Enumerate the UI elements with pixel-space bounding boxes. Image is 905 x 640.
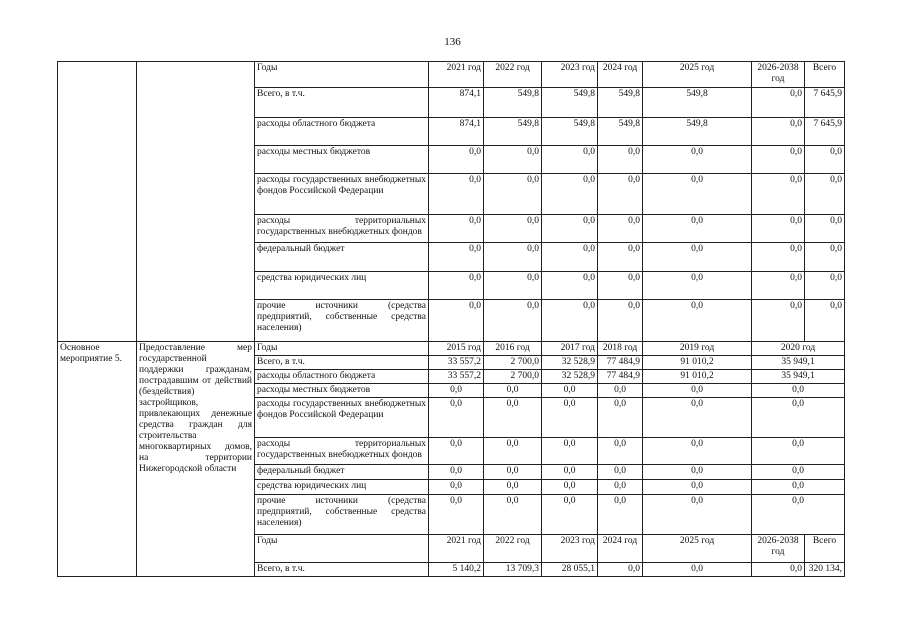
cell: 0,0 (752, 146, 805, 174)
cell: 0,0 (643, 384, 752, 398)
year-header: 2015 год (429, 342, 484, 356)
cell: 13 709,3 (484, 563, 542, 577)
cell: 549,8 (542, 88, 598, 118)
cell: 0,0 (752, 243, 805, 272)
cell: 0,0 (429, 398, 484, 438)
cell: 0,0 (429, 174, 484, 215)
cell: 549,8 (643, 118, 752, 146)
row-label: расходы государственных внебюджетных фондов Российской Федерации (255, 174, 429, 215)
row-label: расходы территориальных государственных внебюджетных фондов (255, 215, 429, 243)
header-row (58, 342, 845, 356)
cell: 0,0 (752, 118, 805, 146)
row-label: Годы (255, 62, 429, 88)
cell: 0,0 (598, 215, 643, 243)
cell: 0,0 (598, 243, 643, 272)
row-label: Годы (255, 342, 429, 356)
cell: 0,0 (805, 174, 845, 215)
cell: 0,0 (643, 174, 752, 215)
measure-description: Предоставление мер государственной поддержки гражданам, пострадавшим от действий (бездействия) застройщиков, привлекающих денежные средства граждан для строительства многоквартирных домов, на территории Нижегородской области (137, 342, 255, 577)
cell: 549,8 (598, 88, 643, 118)
header-row (58, 62, 845, 88)
cell: 0,0 (429, 384, 484, 398)
cell: 0,0 (542, 465, 598, 480)
cell: 77 484,9 (598, 370, 643, 384)
row-label: расходы территориальных государственных внебюджетных фондов (255, 438, 429, 465)
row-label: федеральный бюджет (255, 243, 429, 272)
cell: 0,0 (429, 243, 484, 272)
cell: 0,0 (542, 215, 598, 243)
cell: 549,8 (598, 118, 643, 146)
measure-number: Основное мероприятие 5. (58, 342, 137, 577)
cell: 0,0 (542, 438, 598, 465)
row-label: Всего, в т.ч. (255, 563, 429, 577)
cell: 0,0 (542, 243, 598, 272)
cell: 0,0 (752, 563, 805, 577)
row-label: Годы (255, 535, 429, 563)
cell: 0,0 (429, 146, 484, 174)
cell: 0,0 (484, 215, 542, 243)
cell: 0,0 (752, 88, 805, 118)
cell: 0,0 (752, 174, 805, 215)
cell: 0,0 (484, 398, 542, 438)
cell: 0,0 (598, 465, 643, 480)
row-label: средства юридических лиц (255, 272, 429, 300)
row-label: прочие источники (средства предприятий, собственные средства населения) (255, 300, 429, 342)
cell: 0,0 (484, 495, 542, 535)
cell: 0,0 (643, 215, 752, 243)
cell: 0,0 (752, 215, 805, 243)
total-header: Всего (805, 62, 845, 88)
year-header: 2023 год (542, 62, 598, 88)
cell: 0,0 (429, 495, 484, 535)
row-label: расходы местных бюджетов (255, 384, 429, 398)
year-header: 2019 год (643, 342, 752, 356)
year-header: 2026-2038 год (752, 62, 805, 88)
year-header: 2016 год (484, 342, 542, 356)
cell: 0,0 (429, 215, 484, 243)
cell: 0,0 (484, 480, 542, 495)
cell: 2 700,0 (484, 356, 542, 370)
year-header: 2024 год (598, 535, 643, 563)
cell: 35 949,1 (752, 356, 845, 370)
cell: 549,8 (643, 88, 752, 118)
cell: 0,0 (429, 272, 484, 300)
cell: 0,0 (598, 174, 643, 215)
total-header: Всего (805, 535, 845, 563)
cell: 91 010,2 (643, 370, 752, 384)
page-number: 136 (444, 36, 461, 48)
cell: 0,0 (542, 146, 598, 174)
cell: 0,0 (752, 272, 805, 300)
cell: 0,0 (805, 215, 845, 243)
year-header: 2025 год (643, 62, 752, 88)
cell: 0,0 (484, 300, 542, 342)
cell: 0,0 (643, 480, 752, 495)
cell: 549,8 (484, 88, 542, 118)
row-label: расходы областного бюджета (255, 118, 429, 146)
cell: 549,8 (542, 118, 598, 146)
row-label: федеральный бюджет (255, 465, 429, 480)
cell: 0,0 (598, 495, 643, 535)
cell: 320 134, (805, 563, 845, 577)
cell: 0,0 (643, 465, 752, 480)
cell: 0,0 (542, 174, 598, 215)
cell: 0,0 (598, 384, 643, 398)
cell: 0,0 (542, 300, 598, 342)
cell: 0,0 (752, 398, 845, 438)
cell: 0,0 (484, 243, 542, 272)
cell: 0,0 (542, 398, 598, 438)
cell: 0,0 (484, 272, 542, 300)
cell: 0,0 (643, 272, 752, 300)
row-label: средства юридических лиц (255, 480, 429, 495)
year-header: 2024 год (598, 62, 643, 88)
cell: 0,0 (484, 438, 542, 465)
cell: 0,0 (752, 465, 845, 480)
cell: 0,0 (805, 146, 845, 174)
cell: 0,0 (598, 438, 643, 465)
cell: 2 700,0 (484, 370, 542, 384)
row-label: расходы местных бюджетов (255, 146, 429, 174)
cell: 0,0 (484, 146, 542, 174)
cell: 0,0 (429, 438, 484, 465)
cell: 7 645,9 (805, 118, 845, 146)
cell: 0,0 (542, 480, 598, 495)
cell: 549,8 (484, 118, 542, 146)
cell: 0,0 (598, 272, 643, 300)
cell: 35 949,1 (752, 370, 845, 384)
cell: 0,0 (429, 480, 484, 495)
cell: 0,0 (752, 480, 845, 495)
cell: 0,0 (542, 272, 598, 300)
cell: 7 645,9 (805, 88, 845, 118)
cell: 0,0 (542, 384, 598, 398)
funding-table (57, 61, 845, 577)
cell: 0,0 (643, 243, 752, 272)
cell: 28 055,1 (542, 563, 598, 577)
cell: 0,0 (643, 563, 752, 577)
cell: 0,0 (643, 398, 752, 438)
year-header: 2023 год (542, 535, 598, 563)
cell: 0,0 (752, 300, 805, 342)
cell: 0,0 (598, 480, 643, 495)
row-label: Всего, в т.ч. (255, 88, 429, 118)
cell: 0,0 (643, 438, 752, 465)
cell: 0,0 (598, 300, 643, 342)
cell: 5 140,2 (429, 563, 484, 577)
cell: 32 528,9 (542, 370, 598, 384)
cell: 0,0 (598, 146, 643, 174)
cell: 33 557,2 (429, 370, 484, 384)
year-header: 2021 год (429, 62, 484, 88)
cell: 0,0 (805, 243, 845, 272)
cell: 0,0 (484, 174, 542, 215)
year-header: 2022 год (484, 535, 542, 563)
cell: 0,0 (429, 300, 484, 342)
cell: 0,0 (643, 300, 752, 342)
cell: 33 557,2 (429, 356, 484, 370)
cell: 874,1 (429, 118, 484, 146)
row-label: прочие источники (средства предприятий, собственные средства населения) (255, 495, 429, 535)
cell: 0,0 (752, 495, 845, 535)
year-header: 2025 год (643, 535, 752, 563)
cell: 0,0 (643, 146, 752, 174)
row-label: Всего, в т.ч. (255, 356, 429, 370)
row-label: расходы государственных внебюджетных фондов Российской Федерации (255, 398, 429, 438)
cell: 0,0 (805, 300, 845, 342)
cell: 0,0 (542, 495, 598, 535)
cell: 0,0 (484, 384, 542, 398)
cell: 0,0 (805, 272, 845, 300)
year-header: 2026-2038 год (752, 535, 805, 563)
cell: 0,0 (752, 384, 845, 398)
year-header: 2018 год (598, 342, 643, 356)
cell: 0,0 (752, 438, 845, 465)
year-header: 2020 год (752, 342, 845, 356)
cell: 874,1 (429, 88, 484, 118)
cell: 0,0 (598, 563, 643, 577)
year-header: 2021 год (429, 535, 484, 563)
cell: 0,0 (484, 465, 542, 480)
cell: 0,0 (429, 465, 484, 480)
row-label: расходы областного бюджета (255, 370, 429, 384)
cell: 0,0 (598, 398, 643, 438)
cell: 91 010,2 (643, 356, 752, 370)
cell: 32 528,9 (542, 356, 598, 370)
cell: 77 484,9 (598, 356, 643, 370)
year-header: 2017 год (542, 342, 598, 356)
year-header: 2022 год (484, 62, 542, 88)
cell: 0,0 (643, 495, 752, 535)
